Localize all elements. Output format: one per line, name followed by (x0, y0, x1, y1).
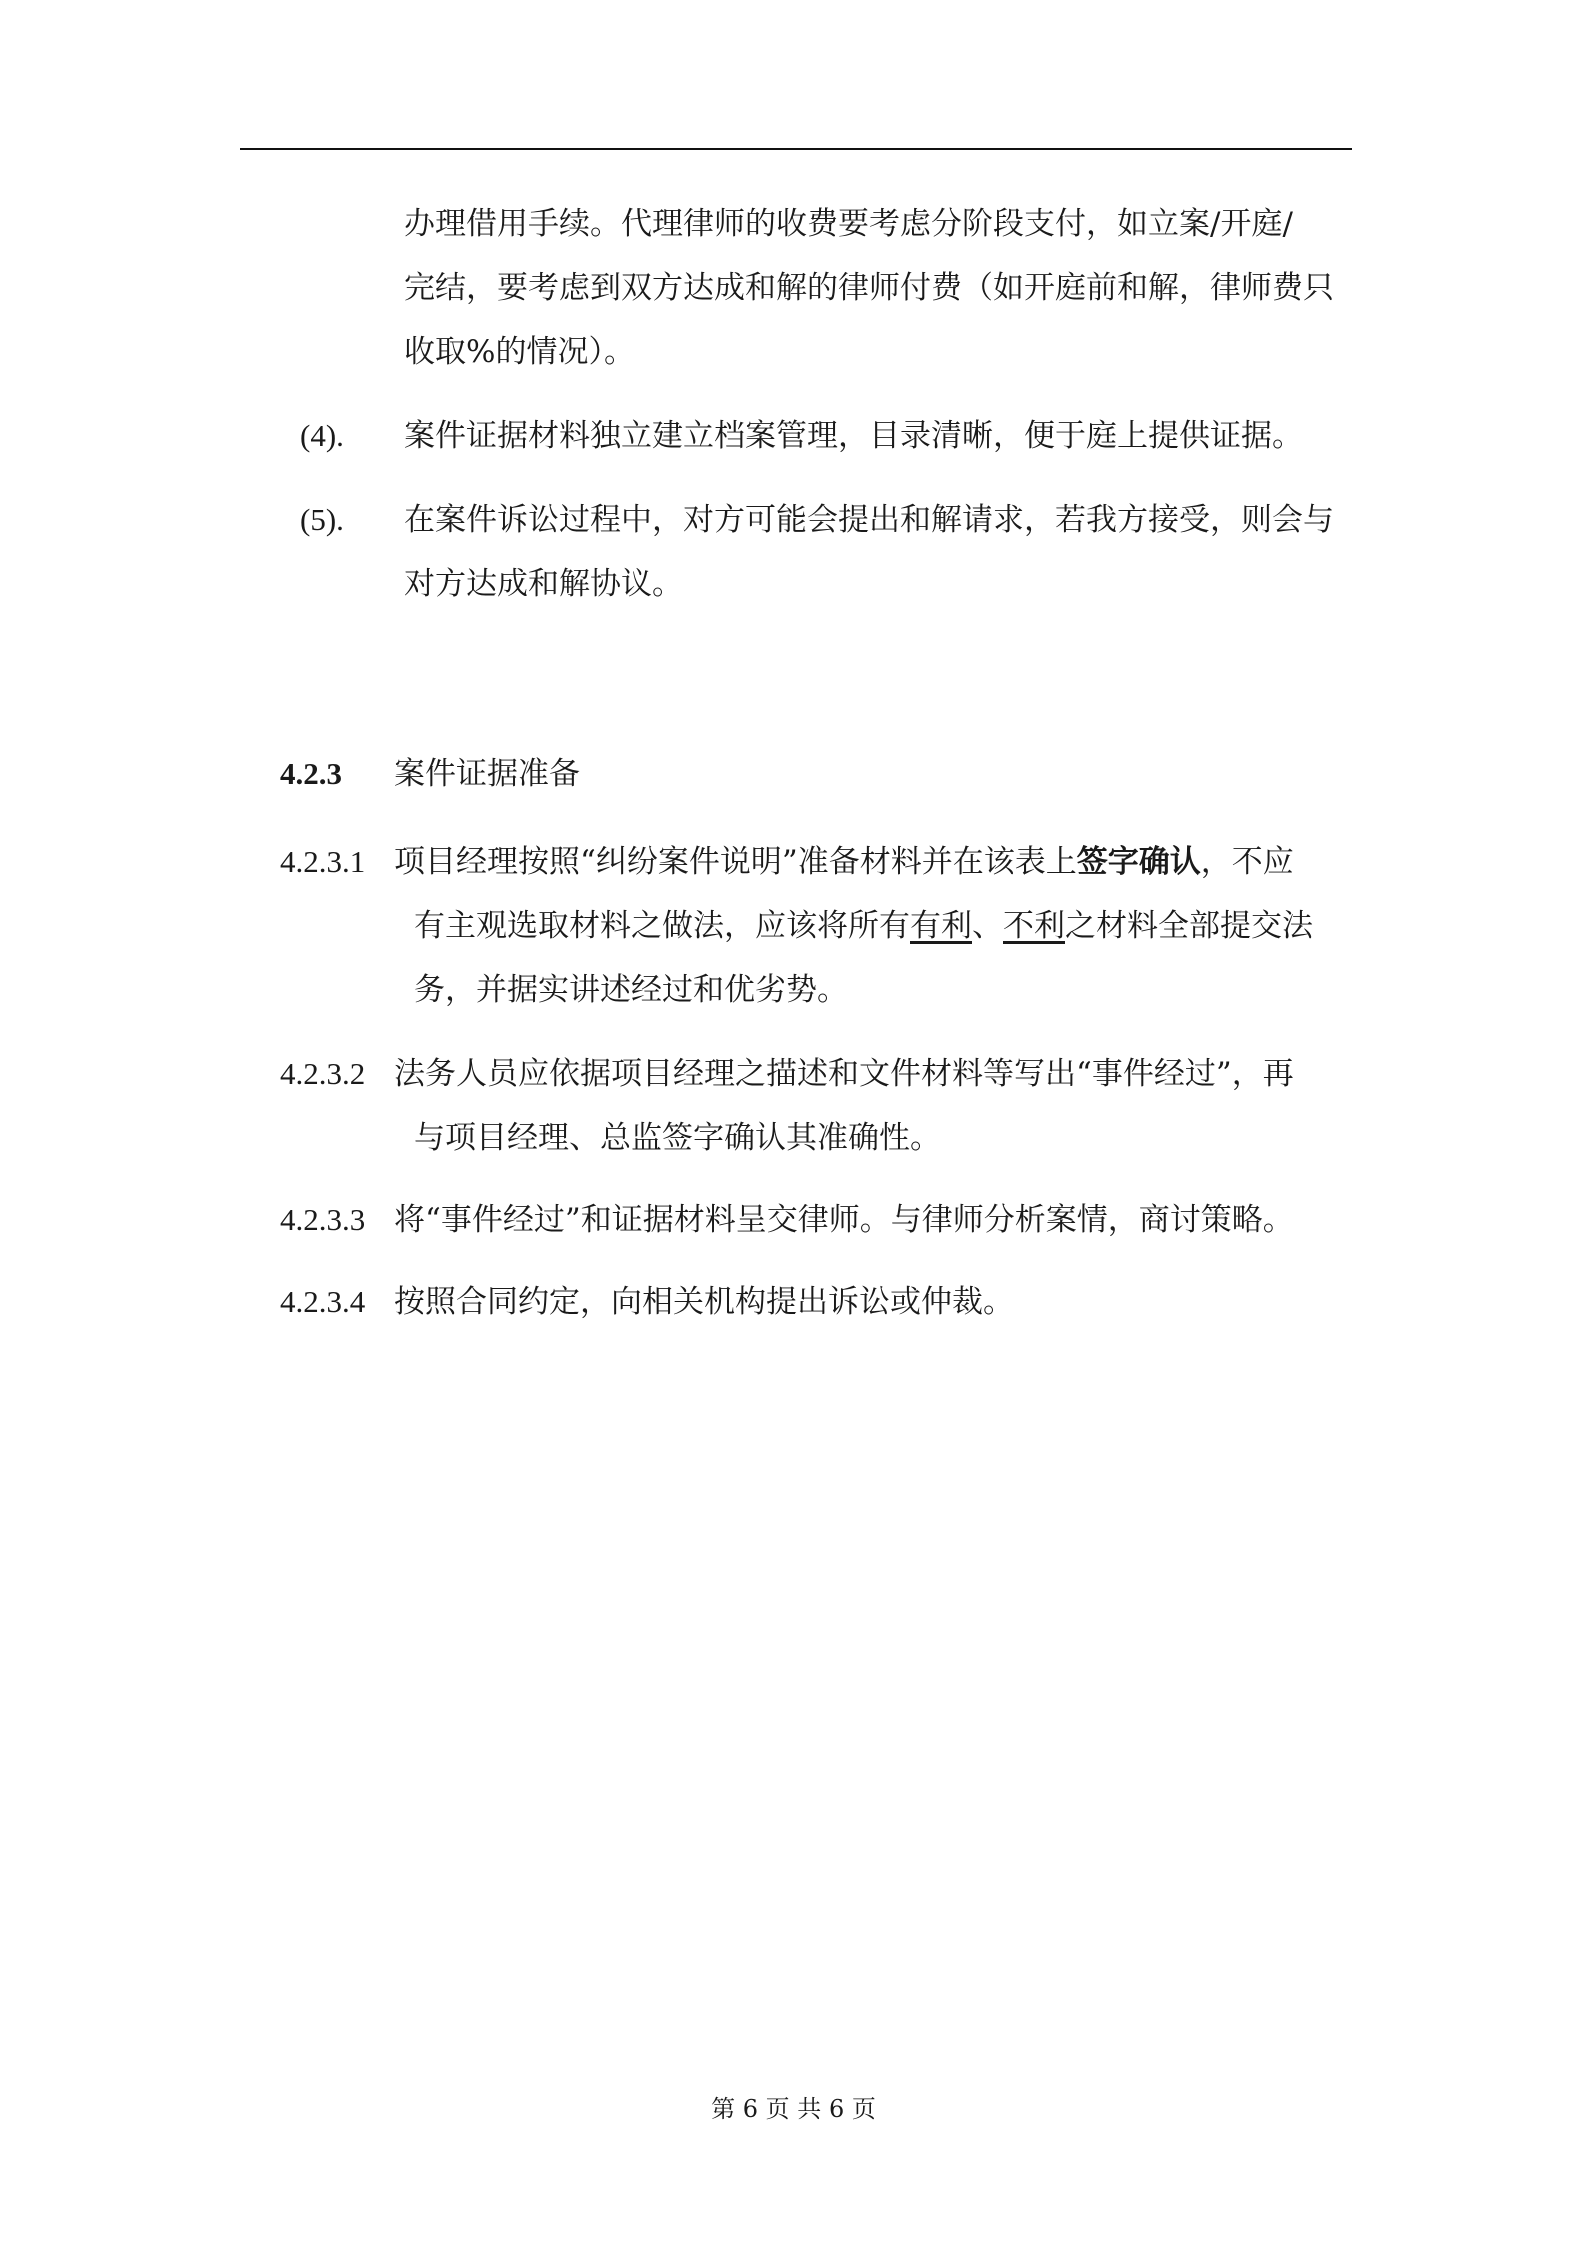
continuation-line-3: 收取%的情况）。 (404, 334, 635, 370)
section-title: 案件证据准备 (394, 756, 580, 792)
continuation-line-2: 完结，要考虑到双方达成和解的律师付费（如开庭前和解，律师费只 (404, 270, 1334, 306)
clause-text: 法务人员应依据项目经理之描述和文件材料等写出“事件经过”，再 (394, 1056, 1294, 1092)
clause-text: 与项目经理、总监签字确认其准确性。 (414, 1120, 941, 1156)
header-rule (240, 148, 1352, 150)
clause-text: 按照合同约定，向相关机构提出诉讼或仲裁。 (394, 1284, 1014, 1320)
section-number: 4.2.3 (280, 756, 342, 791)
clause-number: 4.2.3.4 (280, 1284, 366, 1319)
page-footer: 第 6 页 共 6 页 (711, 2095, 876, 2123)
underline-favorable: 有利 (910, 908, 972, 944)
clause-number: 4.2.3.1 (280, 844, 366, 879)
clause-number: 4.2.3.3 (280, 1202, 366, 1237)
clause-number: 4.2.3.2 (280, 1056, 366, 1091)
list-item-text: 在案件诉讼过程中，对方可能会提出和解请求，若我方接受，则会与 (404, 502, 1334, 538)
list-item-text: 案件证据材料独立建立档案管理，目录清晰，便于庭上提供证据。 (404, 418, 1303, 454)
list-item-text: 对方达成和解协议。 (404, 566, 683, 602)
clause-text: 项目经理按照“纠纷案件说明”准备材料并在该表上签字确认，不应 (394, 844, 1294, 880)
continuation-line-1: 办理借用手续。代理律师的收费要考虑分阶段支付，如立案/开庭/ (404, 206, 1293, 242)
list-item-number: (4). (300, 418, 344, 453)
underline-unfavorable: 不利 (1003, 908, 1065, 944)
clause-text: 务，并据实讲述经过和优劣势。 (414, 972, 848, 1008)
clause-text: 将“事件经过”和证据材料呈交律师。与律师分析案情，商讨策略。 (394, 1202, 1294, 1238)
clause-text: 有主观选取材料之做法，应该将所有有利、不利之材料全部提交法 (414, 908, 1313, 944)
emphasis-sign-confirm: 签字确认 (1076, 844, 1201, 880)
list-item-number: (5). (300, 502, 344, 537)
